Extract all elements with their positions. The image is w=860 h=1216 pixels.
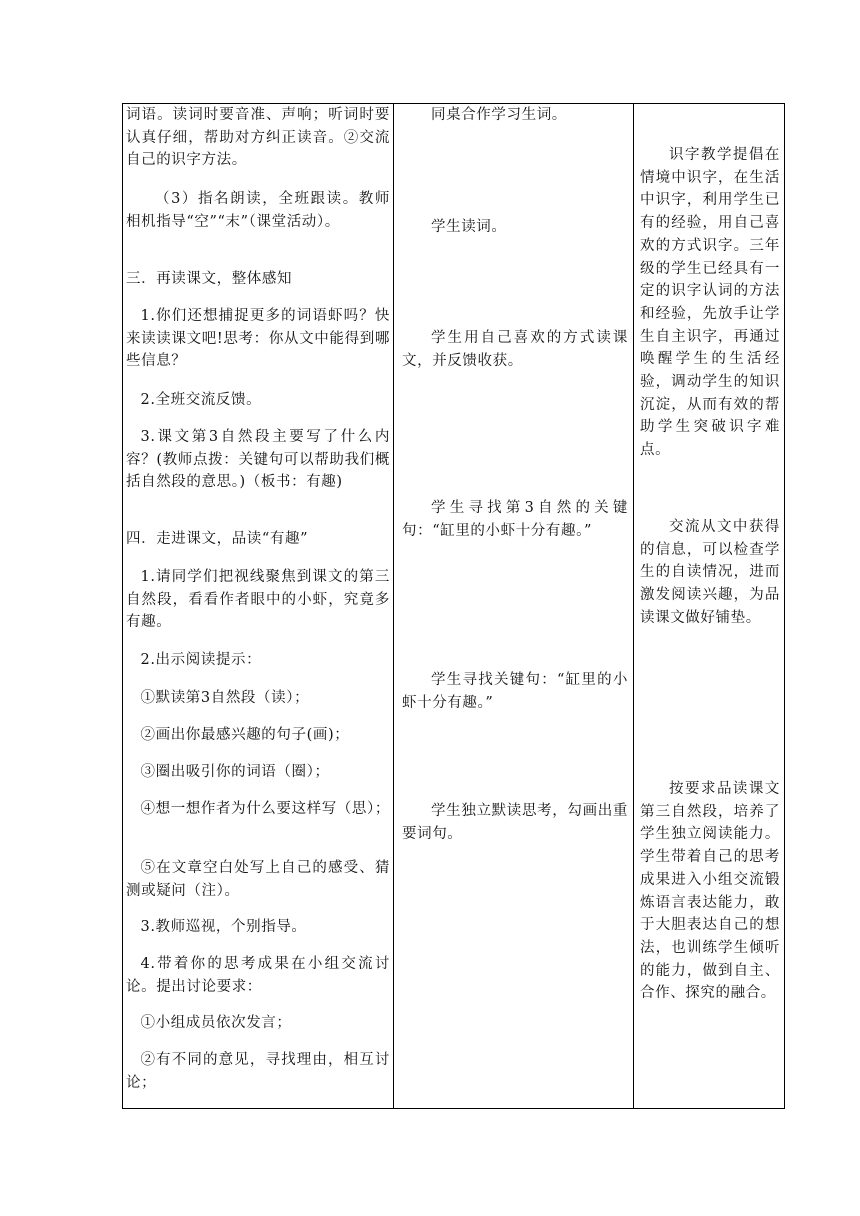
intent-paragraph: 交流从文中获得的信息，可以检查学生的自读情况，进而激发阅读兴趣，为品读课文做好铺垫。: [640, 519, 780, 626]
activity-paragraph: ③圈出吸引你的词语（圈）；: [140, 764, 330, 780]
student-paragraph: 学生独立默读思考，勾画出重要词句。: [402, 803, 628, 842]
activity-paragraph: ②有不同的意见，寻找理由，相互讨论；: [126, 1052, 390, 1091]
activity-paragraph: 2.全班交流反馈。: [140, 392, 262, 408]
section-heading: 三．再读课文，整体感知: [126, 271, 293, 287]
student-activities-cell: [394, 104, 634, 1109]
activity-paragraph: 3.课文第3自然段主要写了什么内容？(教师点拨：关键句可以帮助我们概括自然段的意思。)（板书：有趣): [126, 429, 390, 490]
activity-paragraph: ①默读第3自然段（读）；: [140, 690, 310, 706]
activity-paragraph: 4.带着你的思考成果在小组交流讨论。提出讨论要求：: [126, 956, 390, 995]
teacher-activities-cell: [123, 104, 394, 1109]
activity-paragraph: 1.请同学们把视线聚焦到课文的第三自然段，看看作者眼中的小虾，究竟多有趣。: [126, 569, 390, 630]
activity-paragraph: ②画出你最感兴趣的句子(画)；: [140, 727, 350, 743]
activity-paragraph: 2.出示阅读提示：: [140, 652, 262, 668]
activity-paragraph: 3.教师巡视，个别指导。: [140, 919, 307, 935]
activity-paragraph: 词语。读词时要音准、声响；听词时要认真仔细，帮助对方纠正读音。②交流自己的识字方法。: [126, 107, 390, 168]
student-paragraph: 学生用自己喜欢的方式读课文，并反馈收获。: [402, 330, 628, 369]
student-paragraph: 学生寻找关键句：“缸里的小虾十分有趣。”: [402, 672, 628, 711]
section-heading: 四．走进课文，品读“有趣”: [126, 531, 309, 547]
lesson-plan-table: [122, 103, 785, 1109]
student-paragraph: 同桌合作学习生词。: [431, 107, 567, 123]
activity-paragraph: ⑤在文章空白处写上自己的感受、猜测或疑问（注）。: [126, 860, 390, 899]
student-paragraph: 学生寻找第3自然的关键句：“缸里的小虾十分有趣。”: [402, 500, 628, 539]
activity-paragraph: （3）指名朗读，全班跟读。教师相机指导“空”“末”（课堂活动）。: [126, 191, 390, 230]
student-paragraph: 学生读词。: [431, 219, 507, 235]
table-row: [123, 104, 785, 1109]
activity-paragraph: ①小组成员依次发言；: [140, 1015, 292, 1031]
activity-paragraph: 1.你们还想捕捉更多的词语虾吗？快来读读课文吧!思考：你从文中能得到哪些信息？: [126, 308, 390, 369]
activity-paragraph: ④想一想作者为什么要这样写（思）；: [140, 801, 390, 817]
design-intent-cell: [634, 104, 785, 1109]
intent-paragraph: 识字教学提倡在情境中识字，在生活中识字，利用学生已有的经验，用自己喜欢的方式识字。三年级的学生已经具有一定的识字认词的方法和经验，先放手让学生自主识字，再通过唤醒学生的生活经验，调动学生的知识沉淀，从而有效的帮助学生突破识字难点。: [640, 147, 780, 459]
intent-paragraph: 按要求品读课文第三自然段，培养了学生独立阅读能力。学生带着自己的思考成果进入小组交流锻炼语言表达能力，敢于大胆表达自己的想法，也训练学生倾听的能力，做到自主、合作、探究的融合。: [640, 781, 780, 1002]
